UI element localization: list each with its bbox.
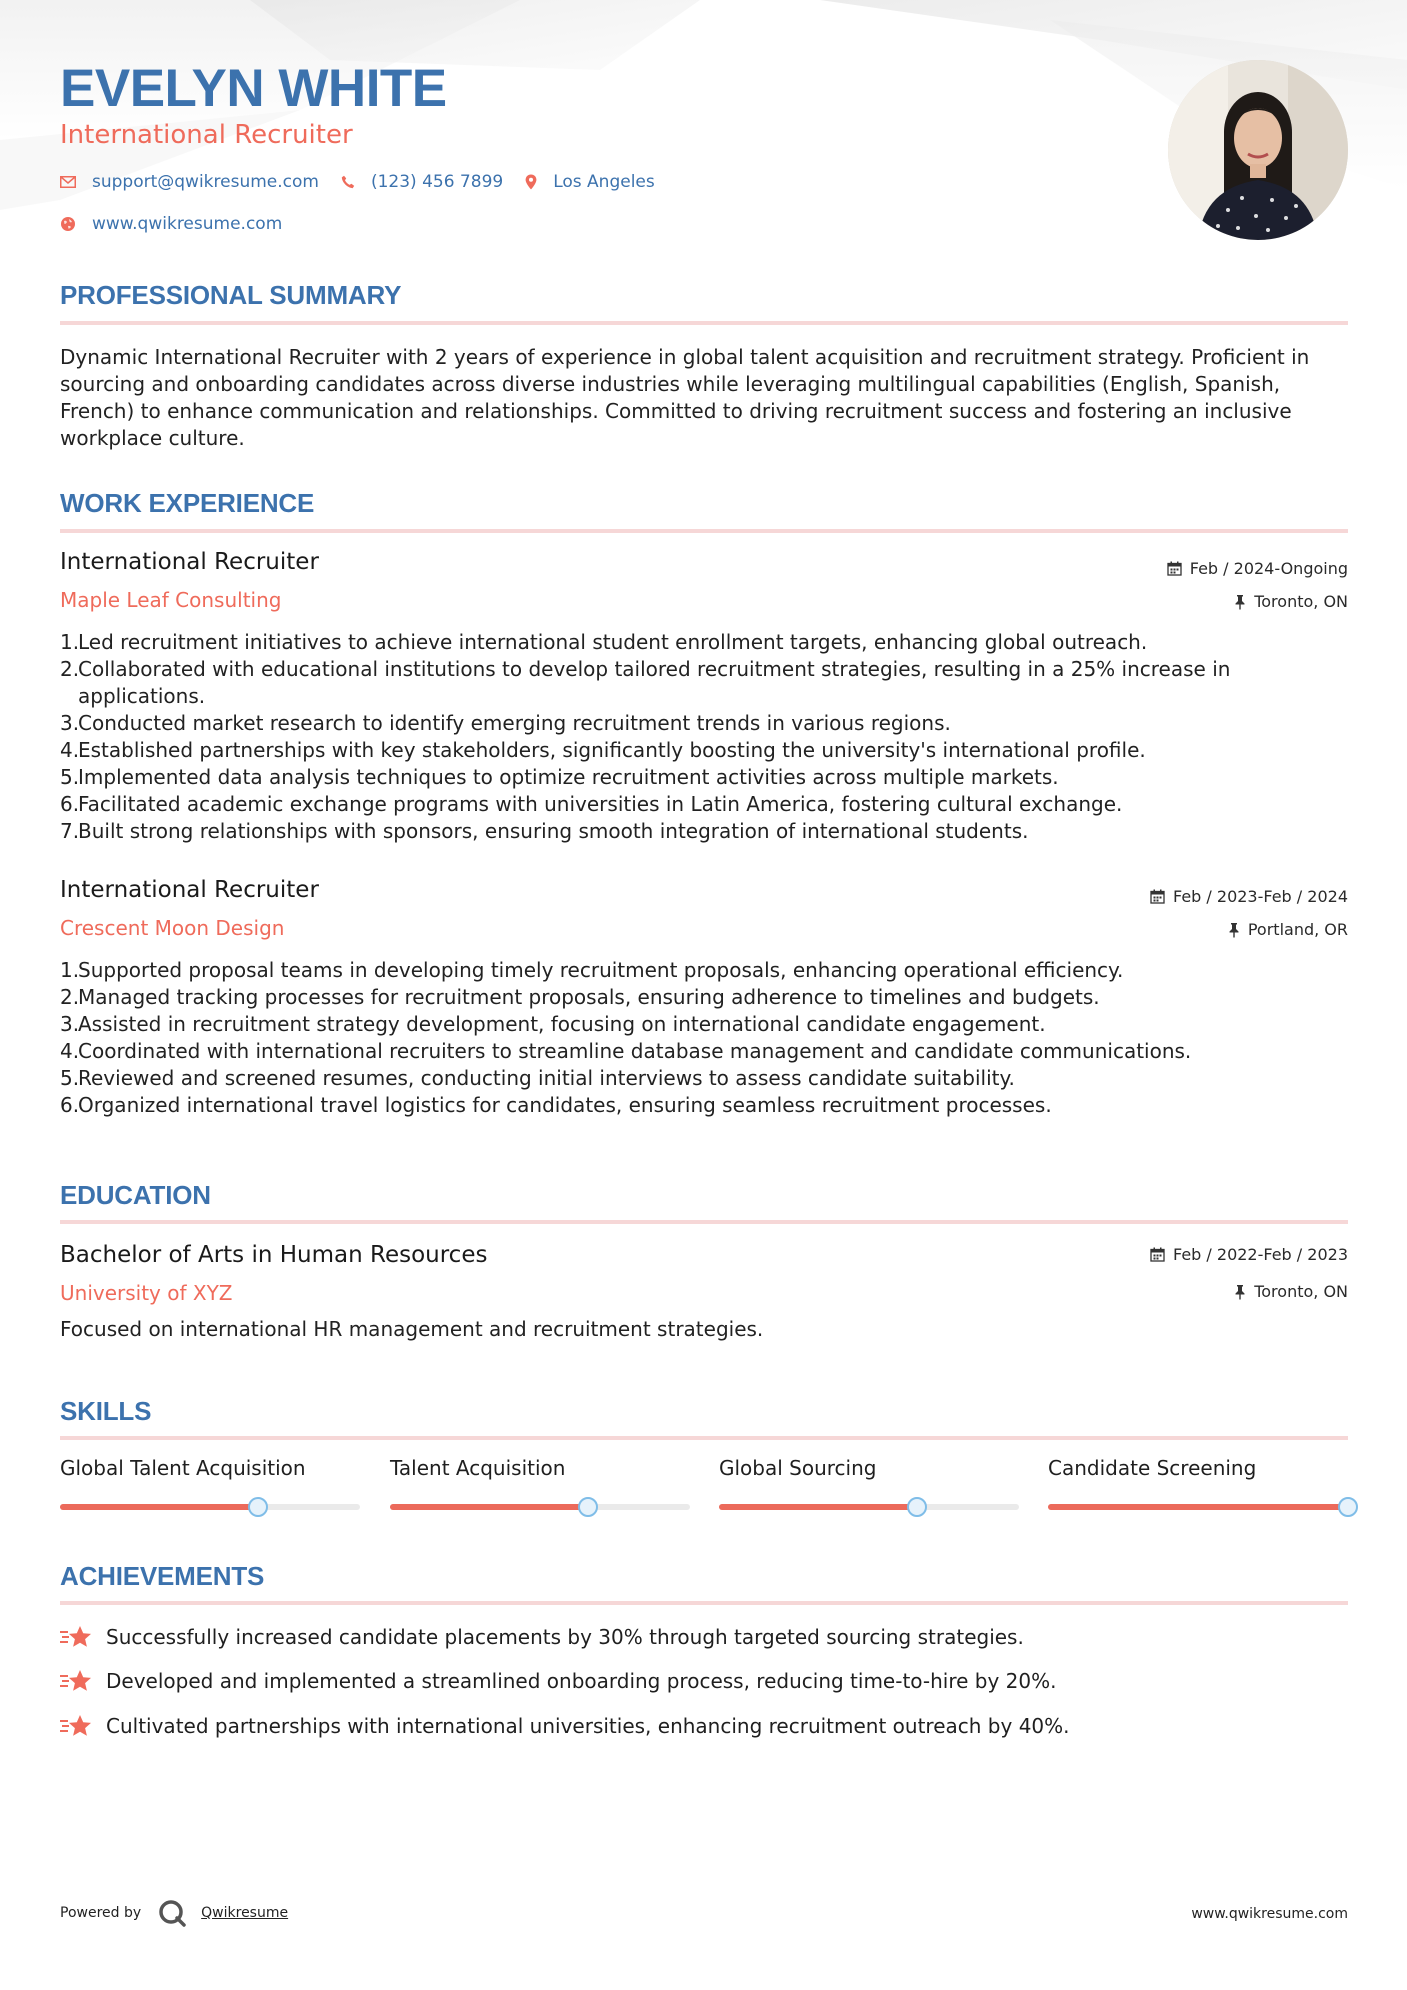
achievement-text: Successfully increased candidate placements by 30% through targeted sourcing strategies. — [106, 1625, 1024, 1649]
job-dates — [1167, 559, 1348, 578]
job-location — [1228, 920, 1348, 939]
skill-label: Global Talent Acquisition — [60, 1456, 306, 1480]
achievement-item — [60, 1713, 1070, 1739]
achievements-divider — [60, 1601, 1348, 1605]
skill-fill — [1048, 1504, 1348, 1510]
skill-fill — [390, 1504, 588, 1510]
degree-title: Bachelor of Arts in Human Resources — [60, 1242, 488, 1268]
footer-website[interactable]: www.qwikresume.com — [1191, 1906, 1348, 1922]
globe-icon — [60, 216, 76, 232]
job-bullets — [60, 957, 1350, 1119]
job-title: International Recruiter — [60, 877, 319, 903]
skill-label: Talent Acquisition — [390, 1456, 566, 1480]
list-item: 3. Assisted in recruitment strategy development, focusing on international candidate engagement. — [60, 1012, 1046, 1036]
candidate-title: International Recruiter — [60, 120, 353, 150]
summary-heading: PROFESSIONAL SUMMARY — [60, 280, 402, 310]
skill-label: Global Sourcing — [719, 1456, 877, 1480]
job-location — [1234, 592, 1348, 611]
envelope-icon — [60, 176, 76, 188]
summary-divider — [60, 321, 1348, 325]
footer-powered-by — [60, 1898, 288, 1928]
location-text: Los Angeles — [553, 172, 655, 192]
list-item: 6. Organized international travel logistics for candidates, ensuring seamless recruitment processes. — [60, 1093, 1052, 1117]
star-icon — [60, 1668, 92, 1694]
phone-text: (123) 456 7899 — [370, 172, 504, 192]
job-title: International Recruiter — [60, 549, 319, 575]
job-company: Maple Leaf Consulting — [60, 588, 282, 612]
achievements-heading: ACHIEVEMENTS — [60, 1561, 265, 1591]
job-dates-text: Feb / 2023-Feb / 2024 — [1173, 887, 1348, 906]
skill-item — [60, 1456, 360, 1480]
website-contact[interactable] — [60, 214, 282, 234]
powered-by-label: Powered by — [60, 1905, 142, 1921]
skill-item — [390, 1456, 690, 1480]
skill-item — [1048, 1456, 1348, 1480]
map-pin-icon — [525, 174, 537, 190]
job-company: Crescent Moon Design — [60, 916, 285, 940]
education-divider — [60, 1220, 1348, 1224]
calendar-icon — [1150, 889, 1165, 904]
job-dates — [1150, 887, 1348, 906]
profile-photo — [1168, 60, 1348, 240]
skill-item — [719, 1456, 1019, 1480]
list-item: 5. Implemented data analysis techniques to optimize recruitment activities across multiple markets. — [60, 765, 1059, 789]
skill-fill — [719, 1504, 917, 1510]
job-dates-text: Feb / 2024-Ongoing — [1189, 559, 1348, 578]
education-dates — [1150, 1245, 1348, 1264]
skill-track — [390, 1504, 690, 1510]
education-heading: EDUCATION — [60, 1180, 211, 1210]
phone-icon — [341, 175, 355, 189]
skill-slider-handle[interactable] — [248, 1497, 268, 1517]
star-icon — [60, 1624, 92, 1650]
list-item: 1. Supported proposal teams in developing timely recruitment proposals, enhancing operational efficiency. — [60, 958, 1124, 982]
skills-divider — [60, 1436, 1348, 1440]
achievement-item — [60, 1624, 1024, 1650]
list-item: 2. Collaborated with educational institutions to develop tailored recruitment strategies, resulting in a 25% increase in applications. — [60, 657, 1231, 708]
experience-divider — [60, 529, 1348, 533]
pushpin-icon — [1234, 594, 1246, 610]
list-item: 3. Conducted market research to identify emerging recruitment trends in various regions. — [60, 711, 951, 735]
list-item: 6. Facilitated academic exchange programs with universities in Latin America, fostering cultural exchange. — [60, 792, 1123, 816]
school-name: University of XYZ — [60, 1281, 233, 1305]
website-text: www.qwikresume.com — [92, 214, 283, 234]
calendar-icon — [1167, 561, 1182, 576]
phone-contact[interactable] — [341, 172, 503, 192]
skill-slider-handle[interactable] — [578, 1497, 598, 1517]
skill-label: Candidate Screening — [1048, 1456, 1257, 1480]
summary-text: Dynamic International Recruiter with 2 years of experience in global talent acquisition and recruitment strategy. Proficient in sourcing and onboarding candidates across diverse industries while leveraging multilingual capabilities (English, Spanish, French) to enhance communication and relationships. Committed to driving recruitment success and fostering an inclusive workplace culture. — [60, 345, 1310, 450]
skill-slider-handle[interactable] — [907, 1497, 927, 1517]
job-bullets — [60, 629, 1350, 845]
job-location-text: Portland, OR — [1247, 920, 1348, 939]
education-location — [1234, 1282, 1348, 1301]
skill-slider-handle[interactable] — [1338, 1497, 1358, 1517]
achievement-text: Cultivated partnerships with international universities, enhancing recruitment outreach by 40%. — [106, 1714, 1070, 1738]
education-location-text: Toronto, ON — [1254, 1282, 1348, 1301]
skill-fill — [60, 1504, 258, 1510]
skill-track — [60, 1504, 360, 1510]
star-icon — [60, 1713, 92, 1739]
list-item: 4. Coordinated with international recruiters to streamline database management and candidate communications. — [60, 1039, 1192, 1063]
pushpin-icon — [1234, 1284, 1246, 1300]
experience-heading: WORK EXPERIENCE — [60, 488, 315, 518]
list-item: 2. Managed tracking processes for recruitment proposals, ensuring adherence to timelines and budgets. — [60, 985, 1100, 1009]
skill-track — [719, 1504, 1019, 1510]
list-item: 7. Built strong relationships with sponsors, ensuring smooth integration of international students. — [60, 819, 1029, 843]
achievement-item — [60, 1668, 1057, 1694]
qwikresume-link[interactable]: Qwikresume — [201, 1905, 289, 1921]
job-location-text: Toronto, ON — [1254, 592, 1348, 611]
achievement-text: Developed and implemented a streamlined onboarding process, reducing time-to-hire by 20%. — [106, 1669, 1057, 1693]
education-dates-text: Feb / 2022-Feb / 2023 — [1173, 1245, 1348, 1264]
skill-track — [1048, 1504, 1348, 1510]
calendar-icon — [1150, 1247, 1165, 1262]
list-item: 1. Led recruitment initiatives to achieve international student enrollment targets, enhancing global outreach. — [60, 630, 1148, 654]
location-contact — [525, 172, 655, 192]
list-item: 5. Reviewed and screened resumes, conducting initial interviews to assess candidate suitability. — [60, 1066, 1015, 1090]
email-text: support@qwikresume.com — [92, 172, 319, 192]
pushpin-icon — [1228, 922, 1240, 938]
list-item: 4. Established partnerships with key stakeholders, significantly boosting the university's international profile. — [60, 738, 1146, 762]
qwikresume-logo-icon — [157, 1898, 187, 1928]
candidate-name: EVELYN WHITE — [60, 59, 447, 118]
email-contact[interactable] — [60, 172, 319, 192]
skills-heading: SKILLS — [60, 1396, 152, 1426]
contact-row — [60, 172, 677, 192]
education-description: Focused on international HR management and recruitment strategies. — [60, 1317, 764, 1341]
website-row — [60, 214, 304, 234]
